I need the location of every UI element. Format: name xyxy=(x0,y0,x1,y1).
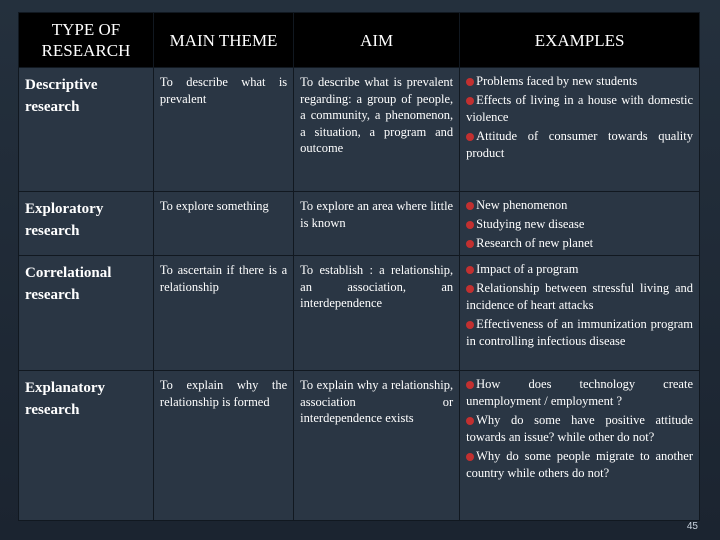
examples-cell xyxy=(460,371,700,521)
header-type: TYPE OF RESEARCH xyxy=(19,13,154,68)
bullet-icon xyxy=(466,221,474,229)
example-item: Why do some have positive attitude towards an issue? while other do not? xyxy=(466,413,693,444)
theme-cell: To explore something xyxy=(153,192,293,256)
aim-cell: To establish : a relationship, an association, an interdependence xyxy=(294,256,460,371)
research-types-table xyxy=(18,12,700,521)
bullet-icon xyxy=(466,266,474,274)
bullet-icon xyxy=(466,321,474,329)
example-item: Attitude of consumer towards quality product xyxy=(466,129,693,160)
bullet-icon xyxy=(466,285,474,293)
example-item: Effectiveness of an immunization program in controlling infectious disease xyxy=(466,317,693,348)
table-row xyxy=(19,68,700,192)
bullet-icon xyxy=(466,381,474,389)
example-item: New phenomenon xyxy=(466,197,693,214)
table-header-row xyxy=(19,13,700,68)
example-item: Why do some people migrate to another country while others do not? xyxy=(466,449,693,480)
type-cell: Descriptive research xyxy=(19,68,154,192)
header-aim: AIM xyxy=(294,13,460,68)
bullet-icon xyxy=(466,453,474,461)
theme-cell: To describe what is prevalent xyxy=(153,68,293,192)
bullet-icon xyxy=(466,97,474,105)
bullet-icon xyxy=(466,133,474,141)
example-item: Relationship between stressful living and incidence of heart attacks xyxy=(466,281,693,312)
table-row xyxy=(19,371,700,521)
type-cell: Exploratory research xyxy=(19,192,154,256)
example-item: Effects of living in a house with domestic violence xyxy=(466,93,693,124)
examples-cell xyxy=(460,192,700,256)
example-item: Studying new disease xyxy=(466,216,693,233)
page-number: 45 xyxy=(686,521,698,532)
example-item: Problems faced by new students xyxy=(466,73,693,90)
bullet-icon xyxy=(466,240,474,248)
aim-cell: To explain why a relationship, association or interdependence exists xyxy=(294,371,460,521)
examples-cell xyxy=(460,68,700,192)
aim-cell: To explore an area where little is known xyxy=(294,192,460,256)
table-row xyxy=(19,256,700,371)
type-cell: Explanatory research xyxy=(19,371,154,521)
header-examples: EXAMPLES xyxy=(460,13,700,68)
example-item: Research of new planet xyxy=(466,235,693,252)
bullet-icon xyxy=(466,417,474,425)
aim-cell: To describe what is prevalent regarding: a group of people, a community, a phenomenon, a situation, a program and outcome xyxy=(294,68,460,192)
bullet-icon xyxy=(466,78,474,86)
type-cell: Correlational research xyxy=(19,256,154,371)
examples-cell xyxy=(460,256,700,371)
header-theme: MAIN THEME xyxy=(153,13,293,68)
example-item: How does technology create unemployment / employment ? xyxy=(466,377,693,408)
table-row xyxy=(19,192,700,256)
theme-cell: To ascertain if there is a relationship xyxy=(153,256,293,371)
example-item: Impact of a program xyxy=(466,261,693,278)
bullet-icon xyxy=(466,202,474,210)
theme-cell: To explain why the relationship is formed xyxy=(153,371,293,521)
